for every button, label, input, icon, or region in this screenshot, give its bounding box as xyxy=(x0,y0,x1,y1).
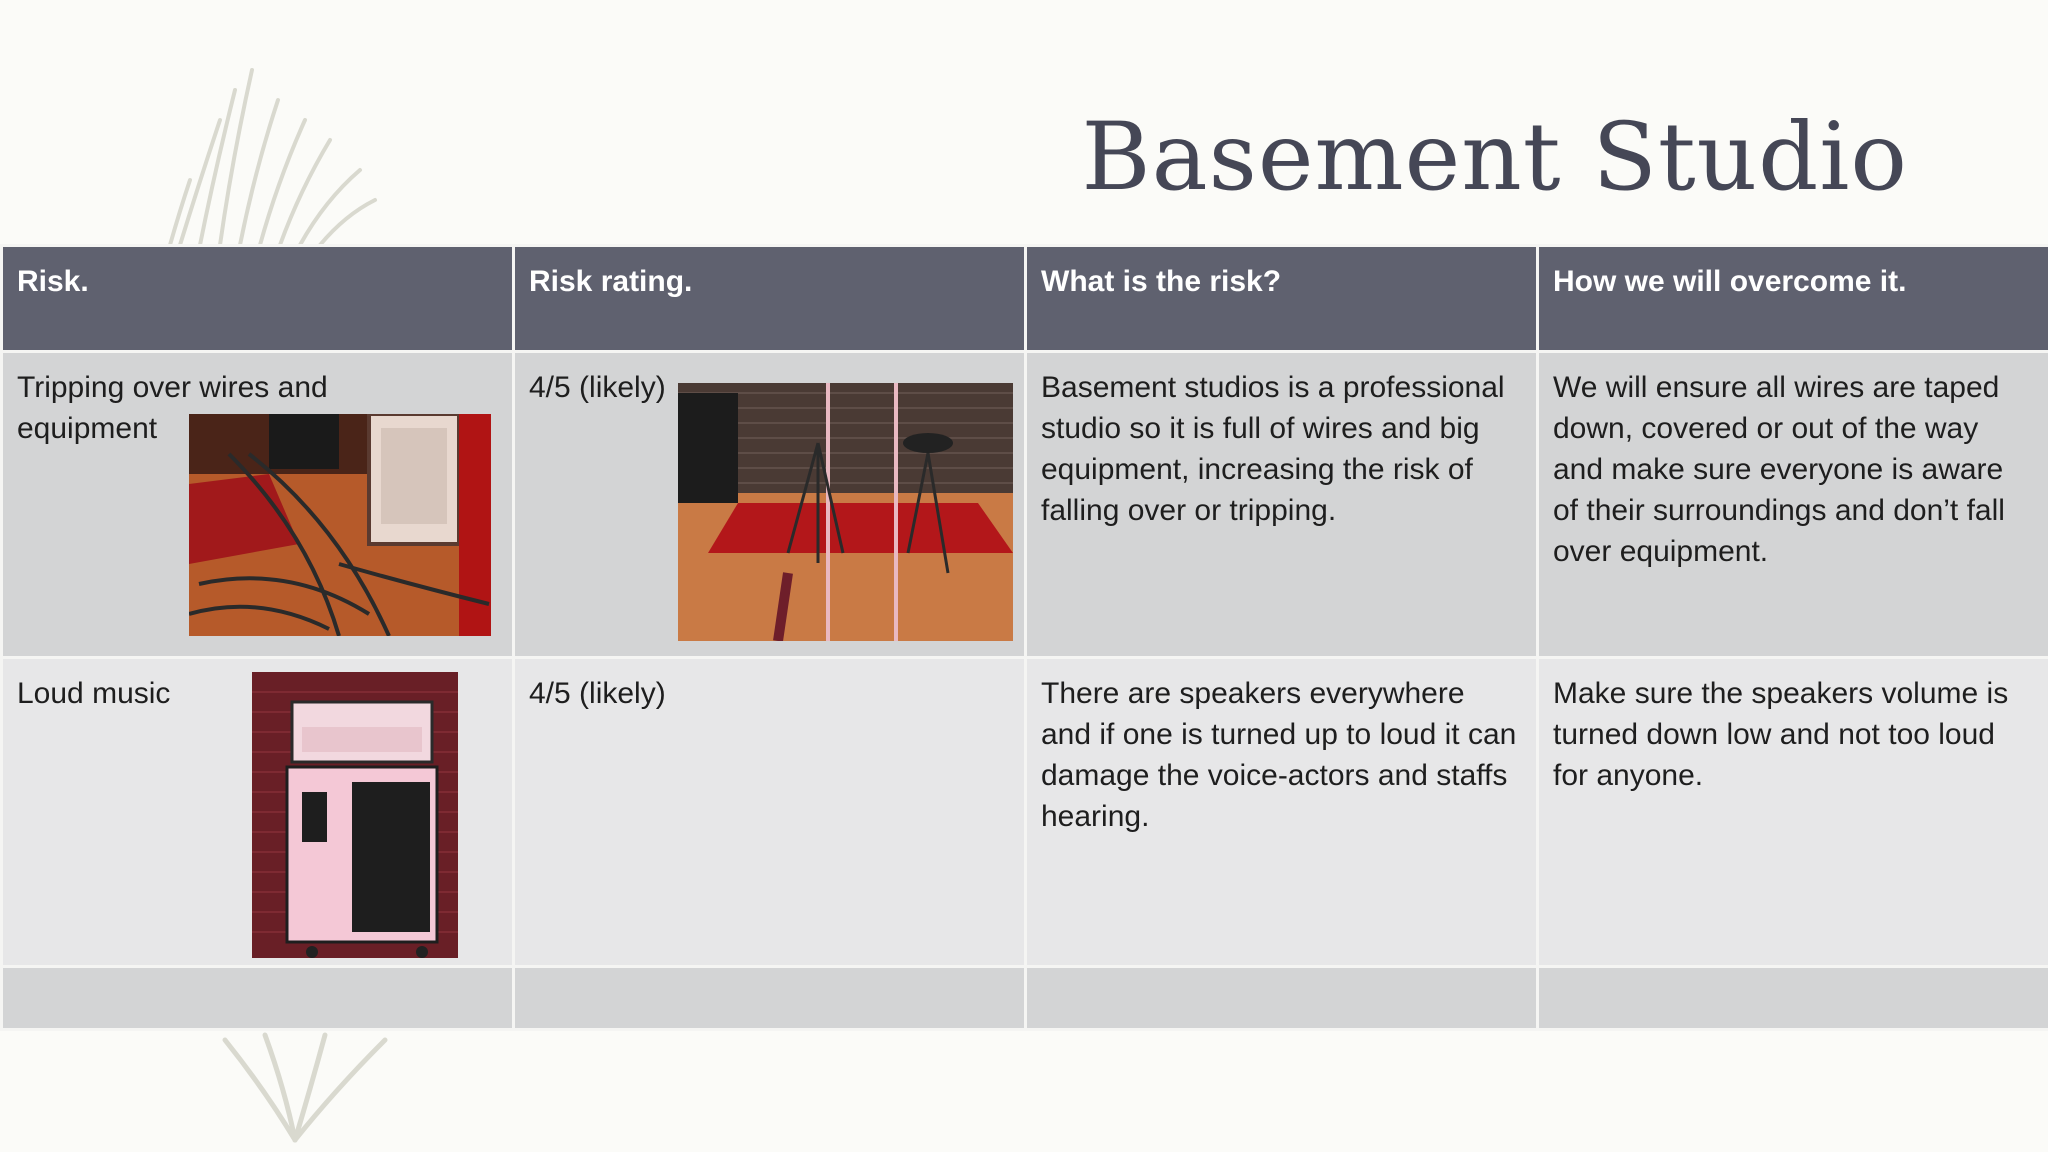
risk-text: Loud music xyxy=(17,677,171,710)
what-cell xyxy=(1026,352,1538,658)
risk-cell xyxy=(2,352,514,658)
rating-cell xyxy=(514,967,1026,1030)
header-risk-rating: Risk rating. xyxy=(514,246,1026,352)
what-cell xyxy=(1026,658,1538,967)
header-risk: Risk. xyxy=(2,246,514,352)
risk-table xyxy=(0,244,2048,1031)
rating-text: 4/5 (likely) xyxy=(529,371,666,404)
rating-text: 4/5 (likely) xyxy=(529,677,666,710)
what-text: Basement studios is a professional studio so it is full of wires and big equipment, increasing the risk of falling over or tripping. xyxy=(1041,371,1505,527)
table-header-row xyxy=(2,246,2048,352)
table-row xyxy=(2,658,2048,967)
table-row xyxy=(2,967,2048,1030)
how-text: We will ensure all wires are taped down, covered or out of the way and make sure everyone is aware of their surroundings and don’t fall over equipment. xyxy=(1553,371,2005,568)
what-text: There are speakers everywhere and if one is turned up to loud it can damage the voice-actors and staffs hearing. xyxy=(1041,677,1517,833)
header-how-overcome: How we will overcome it. xyxy=(1538,246,2048,352)
how-cell xyxy=(1538,658,2048,967)
how-cell xyxy=(1538,352,2048,658)
header-what-is-risk: What is the risk? xyxy=(1026,246,1538,352)
rating-cell xyxy=(514,352,1026,658)
microphone-stands-photo xyxy=(678,383,1013,641)
leaf-decoration-top xyxy=(160,60,460,250)
risk-text: Tripping over wires and equipment xyxy=(17,371,328,445)
amplifier-photo xyxy=(252,672,458,958)
rating-cell xyxy=(514,658,1026,967)
how-text: Make sure the speakers volume is turned down low and not too loud for anyone. xyxy=(1553,677,2009,792)
table-row xyxy=(2,352,2048,658)
how-cell xyxy=(1538,967,2048,1030)
page-title: Basement Studio xyxy=(1081,103,1908,212)
what-cell xyxy=(1026,967,1538,1030)
leaf-decoration-bottom xyxy=(215,1030,415,1150)
risk-cell xyxy=(2,967,514,1030)
risk-cell xyxy=(2,658,514,967)
